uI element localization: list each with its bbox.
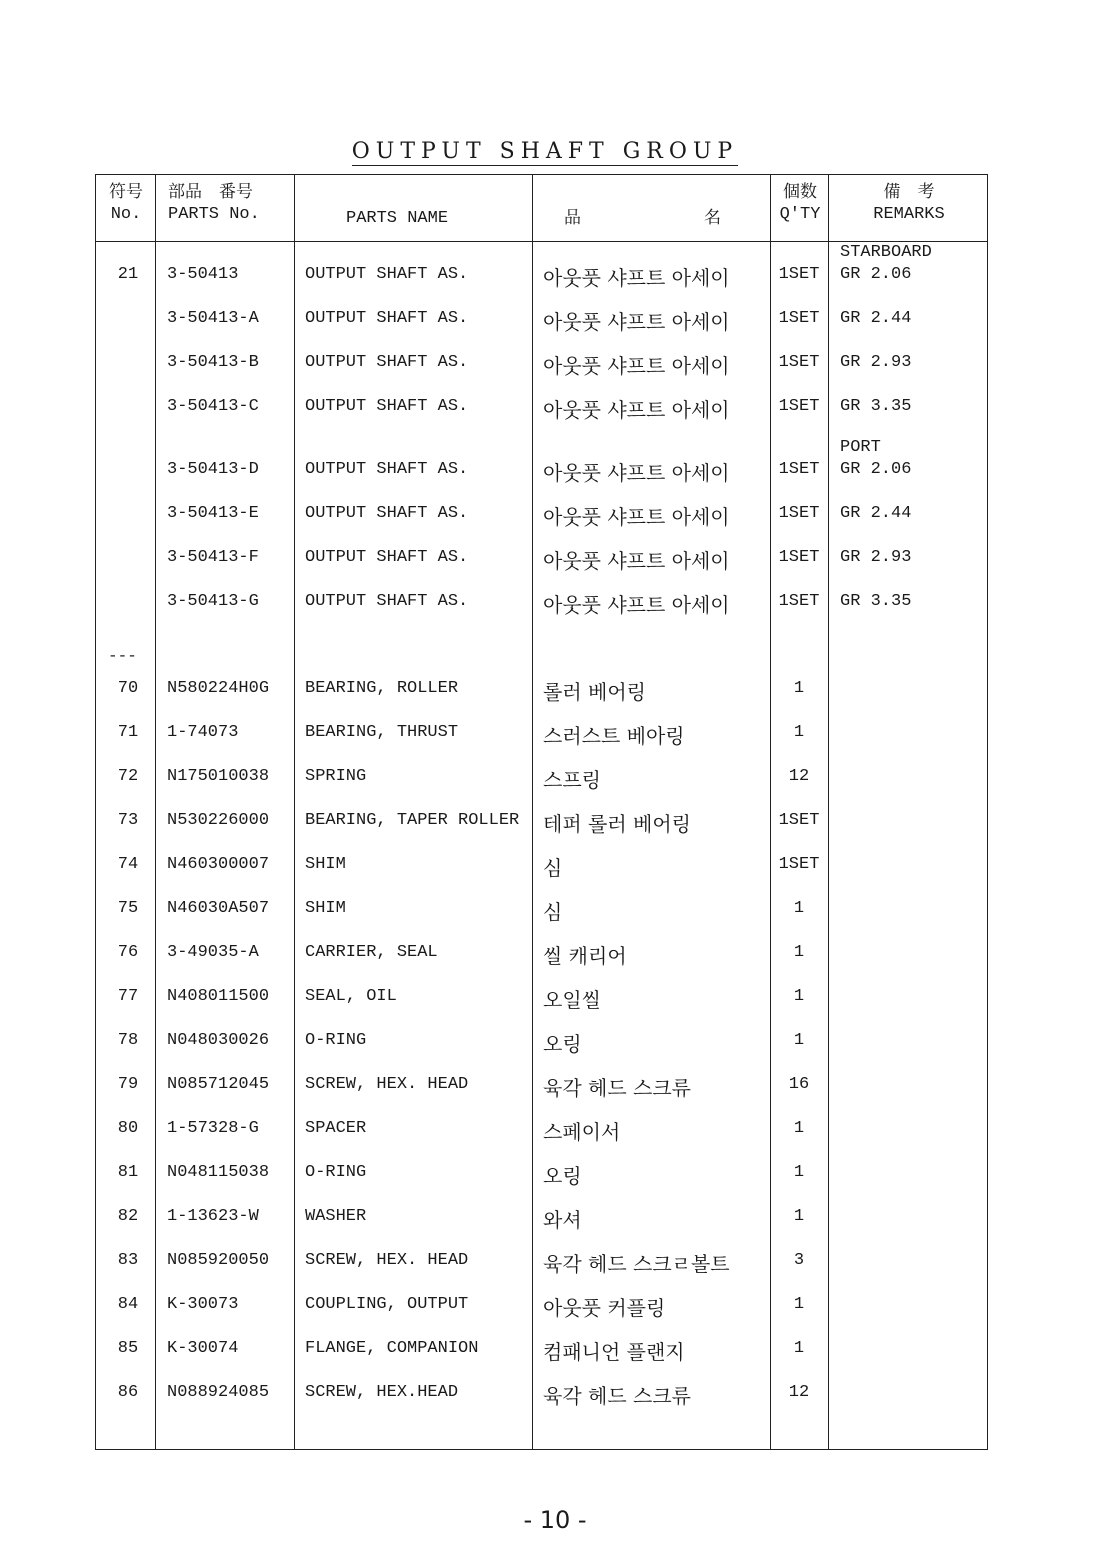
korean-part-name: 롤러 베어링 — [543, 680, 646, 704]
part-number: 1-57328-G — [167, 1119, 259, 1138]
quantity: 1SET — [778, 855, 820, 874]
table-row — [96, 1155, 989, 1191]
item-number: 75 — [117, 899, 139, 918]
part-name: SEAL, OIL — [305, 987, 397, 1006]
quantity: 16 — [788, 1075, 810, 1094]
part-number: N460300007 — [167, 855, 270, 874]
header-quantity: 個数 Q'TY — [779, 184, 821, 224]
item-number: 83 — [117, 1251, 139, 1270]
quantity: 1SET — [778, 504, 820, 523]
korean-part-name: 컴패니언 플랜지 — [543, 1340, 685, 1364]
table-row — [96, 301, 989, 337]
header-parts-name: PARTS NAME — [346, 209, 449, 228]
part-number: 3-50413-B — [167, 353, 259, 372]
part-number: 3-50413-E — [167, 504, 259, 523]
remark-gear-ratio: GR 2.06 — [840, 460, 912, 479]
header-divider — [96, 241, 987, 242]
item-number: 84 — [117, 1295, 139, 1314]
korean-part-name: 육각 헤드 스크류 — [543, 1076, 691, 1100]
part-number: K-30073 — [167, 1295, 239, 1314]
korean-part-name: 육각 헤드 스크ㄹ볼트 — [543, 1252, 730, 1276]
remark-gear-ratio: GR 3.35 — [840, 397, 912, 416]
quantity: 1 — [793, 1119, 805, 1138]
item-number: 86 — [117, 1383, 139, 1402]
part-name: SPACER — [305, 1119, 367, 1138]
korean-part-name: 아웃풋 샤프트 아세이 — [543, 505, 730, 529]
header-korean-name-2: 名 — [704, 208, 721, 228]
korean-part-name: 아웃풋 샤프트 아세이 — [543, 310, 730, 334]
quantity: 1SET — [778, 397, 820, 416]
part-name: OUTPUT SHAFT AS. — [305, 309, 469, 328]
korean-part-name: 아웃풋 샤프트 아세이 — [543, 593, 730, 617]
part-number: 3-50413 — [167, 265, 239, 284]
quantity: 1 — [793, 723, 805, 742]
part-number: 3-50413-A — [167, 309, 259, 328]
quantity: 1SET — [778, 811, 820, 830]
korean-part-name: 아웃풋 샤프트 아세이 — [543, 398, 730, 422]
part-name: CARRIER, SEAL — [305, 943, 438, 962]
korean-part-name: 아웃풋 샤프트 아세이 — [543, 266, 730, 290]
table-row — [96, 584, 989, 620]
quantity: 1 — [793, 987, 805, 1006]
part-number: N048115038 — [167, 1163, 270, 1182]
part-name: OUTPUT SHAFT AS. — [305, 397, 469, 416]
header-korean-name-1: 品 — [564, 208, 581, 228]
table-row — [96, 1023, 989, 1059]
part-number: 3-50413-C — [167, 397, 259, 416]
part-name: WASHER — [305, 1207, 367, 1226]
part-number: 3-50413-D — [167, 460, 259, 479]
quantity: 1 — [793, 1207, 805, 1226]
table-row — [96, 1375, 989, 1411]
header-symbol: 符号 No. — [109, 184, 143, 224]
table-row — [96, 979, 989, 1015]
table-row — [96, 1331, 989, 1367]
part-number: N085712045 — [167, 1075, 270, 1094]
table-row — [96, 715, 989, 751]
header-parts-no: 部品 番号 PARTS No. — [168, 184, 260, 224]
part-number: N408011500 — [167, 987, 270, 1006]
table-row — [96, 847, 989, 883]
remark-gear-ratio: GR 2.06 — [840, 265, 912, 284]
part-number: K-30074 — [167, 1339, 239, 1358]
part-number: N175010038 — [167, 767, 270, 786]
table-row — [96, 496, 989, 532]
quantity: 12 — [788, 767, 810, 786]
item-number: 21 — [117, 265, 139, 284]
remark-gear-ratio: GR 3.35 — [840, 592, 912, 611]
item-number: 79 — [117, 1075, 139, 1094]
part-name: SCREW, HEX.HEAD — [305, 1383, 459, 1402]
item-number: 77 — [117, 987, 139, 1006]
table-row — [96, 1111, 989, 1147]
part-name: FLANGE, COMPANION — [305, 1339, 479, 1358]
item-number: 72 — [117, 767, 139, 786]
part-name: COUPLING, OUTPUT — [305, 1295, 469, 1314]
part-number: 3-50413-F — [167, 548, 259, 567]
part-number: 3-50413-G — [167, 592, 259, 611]
korean-part-name: 스프링 — [543, 768, 601, 792]
table-row — [96, 345, 989, 381]
part-number: N088924085 — [167, 1383, 270, 1402]
part-name: OUTPUT SHAFT AS. — [305, 265, 469, 284]
part-number: N530226000 — [167, 811, 270, 830]
korean-part-name: 육각 헤드 스크류 — [543, 1384, 691, 1408]
quantity: 1SET — [778, 592, 820, 611]
korean-part-name: 오링 — [543, 1164, 582, 1188]
quantity: 1 — [793, 943, 805, 962]
item-number: 81 — [117, 1163, 139, 1182]
korean-part-name: 아웃풋 샤프트 아세이 — [543, 549, 730, 573]
korean-part-name: 오일씰 — [543, 988, 601, 1012]
korean-part-name: 스러스트 베아링 — [543, 724, 685, 748]
item-number: 70 — [117, 679, 139, 698]
table-row — [96, 1243, 989, 1279]
korean-part-name: 테퍼 롤러 베어링 — [543, 812, 691, 836]
part-number: 1-74073 — [167, 723, 239, 742]
part-name: O-RING — [305, 1031, 367, 1050]
table-row — [96, 759, 989, 795]
table-row — [96, 1199, 989, 1235]
quantity: 1SET — [778, 460, 820, 479]
part-name: BEARING, THRUST — [305, 723, 459, 742]
item-number: 78 — [117, 1031, 139, 1050]
table-row — [96, 935, 989, 971]
item-number: 80 — [117, 1119, 139, 1138]
part-name: OUTPUT SHAFT AS. — [305, 353, 469, 372]
remark-gear-ratio: GR 2.93 — [840, 548, 912, 567]
part-name: OUTPUT SHAFT AS. — [305, 592, 469, 611]
part-name: SHIM — [305, 855, 346, 874]
header-remarks: 備 考 REMARKS — [873, 184, 945, 224]
korean-part-name: 씰 캐리어 — [543, 944, 627, 968]
korean-part-name: 오링 — [543, 1032, 582, 1056]
part-name: BEARING, TAPER ROLLER — [305, 811, 520, 830]
quantity: 1SET — [778, 353, 820, 372]
remark-side: PORT — [840, 438, 881, 457]
part-name: SCREW, HEX. HEAD — [305, 1251, 469, 1270]
remark-gear-ratio: GR 2.44 — [840, 309, 912, 328]
quantity: 12 — [788, 1383, 810, 1402]
korean-part-name: 심 — [543, 900, 563, 924]
part-name: O-RING — [305, 1163, 367, 1182]
part-number: N46030A507 — [167, 899, 270, 918]
page-title: OUTPUT SHAFT GROUP — [351, 139, 739, 164]
table-row — [96, 671, 989, 707]
remark-gear-ratio: GR 2.93 — [840, 353, 912, 372]
item-number: 73 — [117, 811, 139, 830]
table-row — [96, 540, 989, 576]
table-row — [96, 1067, 989, 1103]
parts-table — [95, 174, 988, 1450]
quantity: 3 — [793, 1251, 805, 1270]
table-row — [96, 243, 989, 293]
part-name: SHIM — [305, 899, 346, 918]
table-row — [96, 1287, 989, 1323]
part-name: SCREW, HEX. HEAD — [305, 1075, 469, 1094]
quantity: 1SET — [778, 265, 820, 284]
quantity: 1 — [793, 1163, 805, 1182]
part-name: BEARING, ROLLER — [305, 679, 459, 698]
remark-gear-ratio: GR 2.44 — [840, 504, 912, 523]
korean-part-name: 아웃풋 커플링 — [543, 1296, 666, 1320]
item-number: 82 — [117, 1207, 139, 1226]
quantity: 1 — [793, 899, 805, 918]
part-name: OUTPUT SHAFT AS. — [305, 504, 469, 523]
separator-dashes: --- — [108, 647, 137, 665]
korean-part-name: 아웃풋 샤프트 아세이 — [543, 461, 730, 485]
item-number: 71 — [117, 723, 139, 742]
korean-part-name: 와셔 — [543, 1208, 582, 1232]
page-number: - 10 - — [523, 1506, 587, 1534]
item-number: 76 — [117, 943, 139, 962]
korean-part-name: 아웃풋 샤프트 아세이 — [543, 354, 730, 378]
part-number: N580224H0G — [167, 679, 270, 698]
table-row — [96, 803, 989, 839]
remark-side: STARBOARD — [840, 243, 932, 262]
table-row — [96, 891, 989, 927]
korean-part-name: 스페이서 — [543, 1120, 621, 1144]
part-name: OUTPUT SHAFT AS. — [305, 548, 469, 567]
quantity: 1 — [793, 1031, 805, 1050]
part-number: N048030026 — [167, 1031, 270, 1050]
part-name: SPRING — [305, 767, 367, 786]
quantity: 1SET — [778, 548, 820, 567]
part-number: 1-13623-W — [167, 1207, 259, 1226]
item-number: 85 — [117, 1339, 139, 1358]
part-number: N085920050 — [167, 1251, 270, 1270]
table-row — [96, 438, 989, 488]
part-name: OUTPUT SHAFT AS. — [305, 460, 469, 479]
part-number: 3-49035-A — [167, 943, 259, 962]
quantity: 1SET — [778, 309, 820, 328]
quantity: 1 — [793, 1295, 805, 1314]
korean-part-name: 심 — [543, 856, 563, 880]
quantity: 1 — [793, 679, 805, 698]
quantity: 1 — [793, 1339, 805, 1358]
item-number: 74 — [117, 855, 139, 874]
table-row — [96, 389, 989, 425]
